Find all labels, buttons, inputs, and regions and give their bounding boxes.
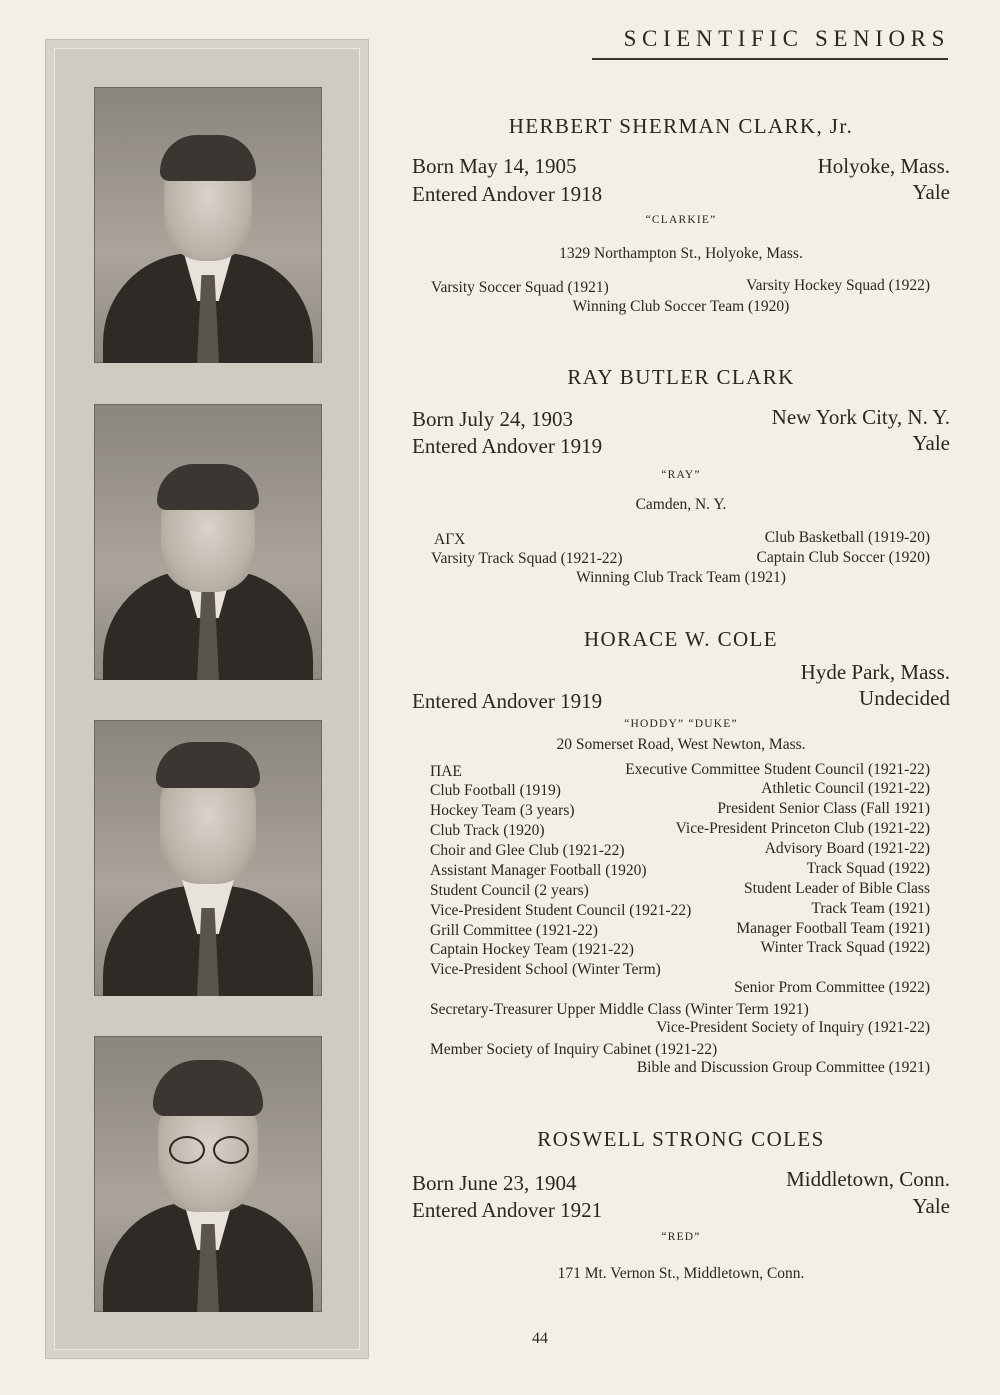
page-number: 44 [532,1330,548,1347]
activity: Secretary-Treasurer Upper Middle Class (Winter Term 1921) [430,1001,809,1018]
activity: Athletic Council (1921-22) [761,780,930,797]
address: 1329 Northampton St., Holyoke, Mass. [559,245,803,262]
activity: Executive Committee Student Council (1921-22) [625,761,930,778]
hometown: Holyoke, Mass. [817,154,950,178]
activity: Vice-President Society of Inquiry (1921-22) [656,1019,930,1036]
portrait-photo-4 [94,1036,322,1312]
fraternity: ΑΓΧ [434,531,466,548]
portrait-photo-2 [94,404,322,680]
portrait-hair [157,464,259,510]
college: Yale [912,431,950,455]
activity: Senior Prom Committee (1922) [734,979,930,996]
entered-year: Entered Andover 1921 [412,1198,603,1222]
activity: Assistant Manager Football (1920) [430,862,647,879]
activity: Manager Football Team (1921) [736,920,930,937]
address: 171 Mt. Vernon St., Middletown, Conn. [557,1265,805,1282]
senior-name: ROSWELL STRONG COLES [537,1127,825,1151]
nickname: “CLARKIE” [645,214,717,226]
activity: Varsity Hockey Squad (1922) [746,277,930,294]
senior-entry [412,365,950,590]
activity: Winning Club Soccer Team (1920) [572,298,790,315]
college: Yale [912,180,950,204]
portrait-hair [156,742,260,788]
entered-year: Entered Andover 1919 [412,434,603,458]
senior-entry [412,627,950,1087]
portrait-hair [153,1060,263,1116]
senior-name: RAY BUTLER CLARK [567,365,795,389]
portrait-glasses [165,1136,251,1162]
hometown: Hyde Park, Mass. [800,660,950,684]
senior-name: HORACE W. COLE [583,627,779,651]
senior-name: HERBERT SHERMAN CLARK, Jr. [508,114,854,138]
address: Camden, N. Y. [635,496,727,513]
activity: Winter Track Squad (1922) [760,939,930,956]
fraternity: ΠΑΕ [430,763,462,780]
hometown: Middletown, Conn. [786,1167,950,1191]
activity: Varsity Track Squad (1921-22) [431,550,623,567]
senior-entry [412,1127,950,1287]
activity: Club Football (1919) [430,782,561,799]
nickname: “RED” [661,1231,701,1243]
college: Undecided [859,686,950,710]
entered-year: Entered Andover 1918 [412,182,603,206]
birth-date: Born May 14, 1905 [412,154,577,178]
activity: Advisory Board (1921-22) [764,840,930,857]
activity: Student Leader of Bible Class [744,880,930,897]
page-header: SCIENTIFIC SENIORS [623,26,950,51]
college: Yale [912,1194,950,1218]
portrait-photo-3 [94,720,322,996]
activity: Track Team (1921) [811,900,930,917]
birth-date: Born June 23, 1904 [412,1171,577,1195]
activity: Club Basketball (1919-20) [764,529,930,546]
activity: Hockey Team (3 years) [430,802,575,819]
activity: Grill Committee (1921-22) [430,922,598,939]
glasses-lens-right [213,1136,249,1164]
activity: Captain Club Soccer (1920) [756,549,930,566]
nickname: “HODDY” “DUKE” [624,718,738,730]
birth-date: Born July 24, 1903 [412,407,574,431]
activity: Vice-President Princeton Club (1921-22) [675,820,930,837]
activity: Varsity Soccer Squad (1921) [431,279,609,296]
header-rule [592,58,948,60]
entered-year: Entered Andover 1919 [412,689,603,713]
activity: Vice-President School (Winter Term) [430,961,661,978]
glasses-lens-left [169,1136,205,1164]
portrait-hair [160,135,256,181]
address: 20 Somerset Road, West Newton, Mass. [556,736,806,753]
activity: Captain Hockey Team (1921-22) [430,941,634,958]
activity: Student Council (2 years) [430,882,589,899]
nickname: “RAY” [661,469,701,481]
hometown: New York City, N. Y. [771,405,950,429]
senior-entry [412,114,950,324]
activity: Winning Club Track Team (1921) [576,569,786,586]
activity: Choir and Glee Club (1921-22) [430,842,625,859]
portrait-photo-1 [94,87,322,363]
activity: Member Society of Inquiry Cabinet (1921-22) [430,1041,718,1058]
activity: Bible and Discussion Group Committee (1921) [636,1059,930,1076]
activity: Club Track (1920) [430,822,545,839]
activity: Vice-President Student Council (1921-22) [430,902,692,919]
activity: President Senior Class (Fall 1921) [717,800,930,817]
activity: Track Squad (1922) [806,860,930,877]
